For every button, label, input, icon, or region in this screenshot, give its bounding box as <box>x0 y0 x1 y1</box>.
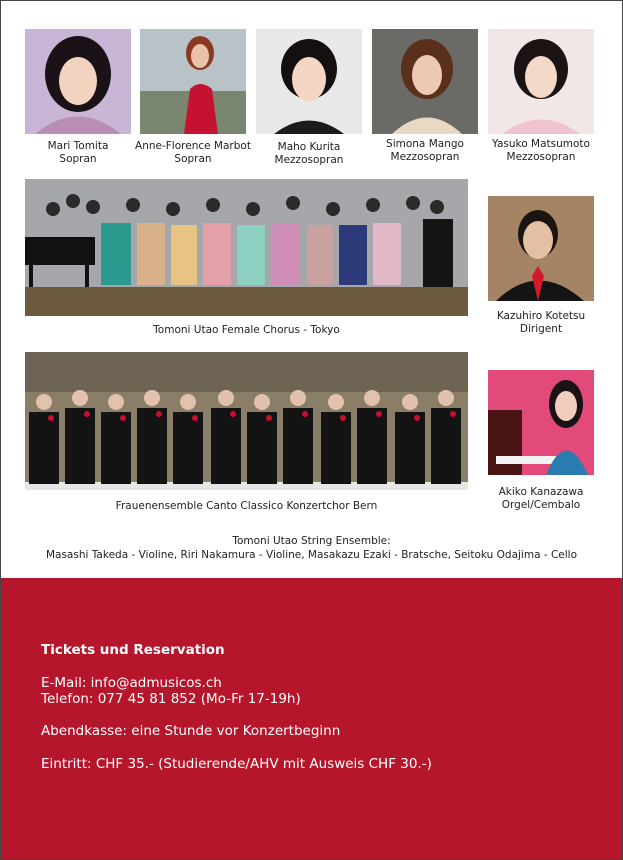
caption-maho-kurita <box>254 141 364 167</box>
soloist-name: Mari Tomita <box>47 140 109 152</box>
caption-tokyo-choir: Tomoni Utao Female Chorus - Tokyo <box>153 324 340 336</box>
portrait-akiko-kanazawa <box>488 370 594 475</box>
portrait-kazuhiro-kotetsu <box>488 196 594 301</box>
conductor-name: Kazuhiro Kotetsu <box>496 310 586 322</box>
caption-kazuhiro-kotetsu <box>485 310 597 336</box>
email-line[interactable]: E-Mail: info@admusicos.ch <box>41 675 222 691</box>
photo-tokyo-choir <box>25 179 468 316</box>
ensemble-title: Tomoni Utao String Ensemble: <box>232 535 391 547</box>
soloist-role: Mezzosopran <box>390 151 460 163</box>
portrait-anne-florence-marbot <box>140 29 246 134</box>
caption-anne-florence-marbot <box>133 140 253 166</box>
string-ensemble <box>1 534 622 562</box>
soloist-role: Mezzosopran <box>274 154 344 166</box>
conductor-role: Dirigent <box>519 323 563 335</box>
soloist-role: Sopran <box>59 153 97 165</box>
phone-line: Telefon: 077 45 81 852 (Mo-Fr 17-19h) <box>41 691 301 707</box>
portrait-maho-kurita <box>256 29 362 134</box>
portrait-mari-tomita <box>25 29 131 134</box>
tickets-heading: Tickets und Reservation <box>41 642 225 658</box>
photo-bern-choir <box>25 352 468 490</box>
organist-role: Orgel/Cembalo <box>501 499 581 511</box>
portrait-simona-mango <box>372 29 478 134</box>
caption-simona-mango <box>370 138 480 164</box>
soloist-name: Simona Mango <box>386 138 464 150</box>
caption-akiko-kanazawa <box>485 486 597 512</box>
soloist-name: Maho Kurita <box>277 141 341 153</box>
caption-mari-tomita <box>23 140 133 166</box>
soloist-role: Sopran <box>174 153 212 165</box>
soloist-name: Anne-Florence Marbot <box>135 140 251 152</box>
tickets-panel <box>1 578 622 859</box>
portrait-yasuko-matsumoto <box>488 29 594 134</box>
box-office-line: Abendkasse: eine Stunde vor Konzertbeginn <box>41 723 341 739</box>
organist-name: Akiko Kanazawa <box>498 486 584 498</box>
caption-yasuko-matsumoto <box>485 138 597 164</box>
price-line: Eintritt: CHF 35.- (Studierende/AHV mit Ausweis CHF 30.-) <box>41 756 432 772</box>
caption-bern-choir: Frauenensemble Canto Classico Konzertchor Bern <box>115 500 378 512</box>
soloist-name: Yasuko Matsumoto <box>492 138 590 150</box>
soloist-role: Mezzosopran <box>506 151 576 163</box>
ensemble-members: Masashi Takeda - Violine, Riri Nakamura - Violine, Masakazu Ezaki - Bratsche, Seitoku Odajima - Cello <box>45 549 578 561</box>
